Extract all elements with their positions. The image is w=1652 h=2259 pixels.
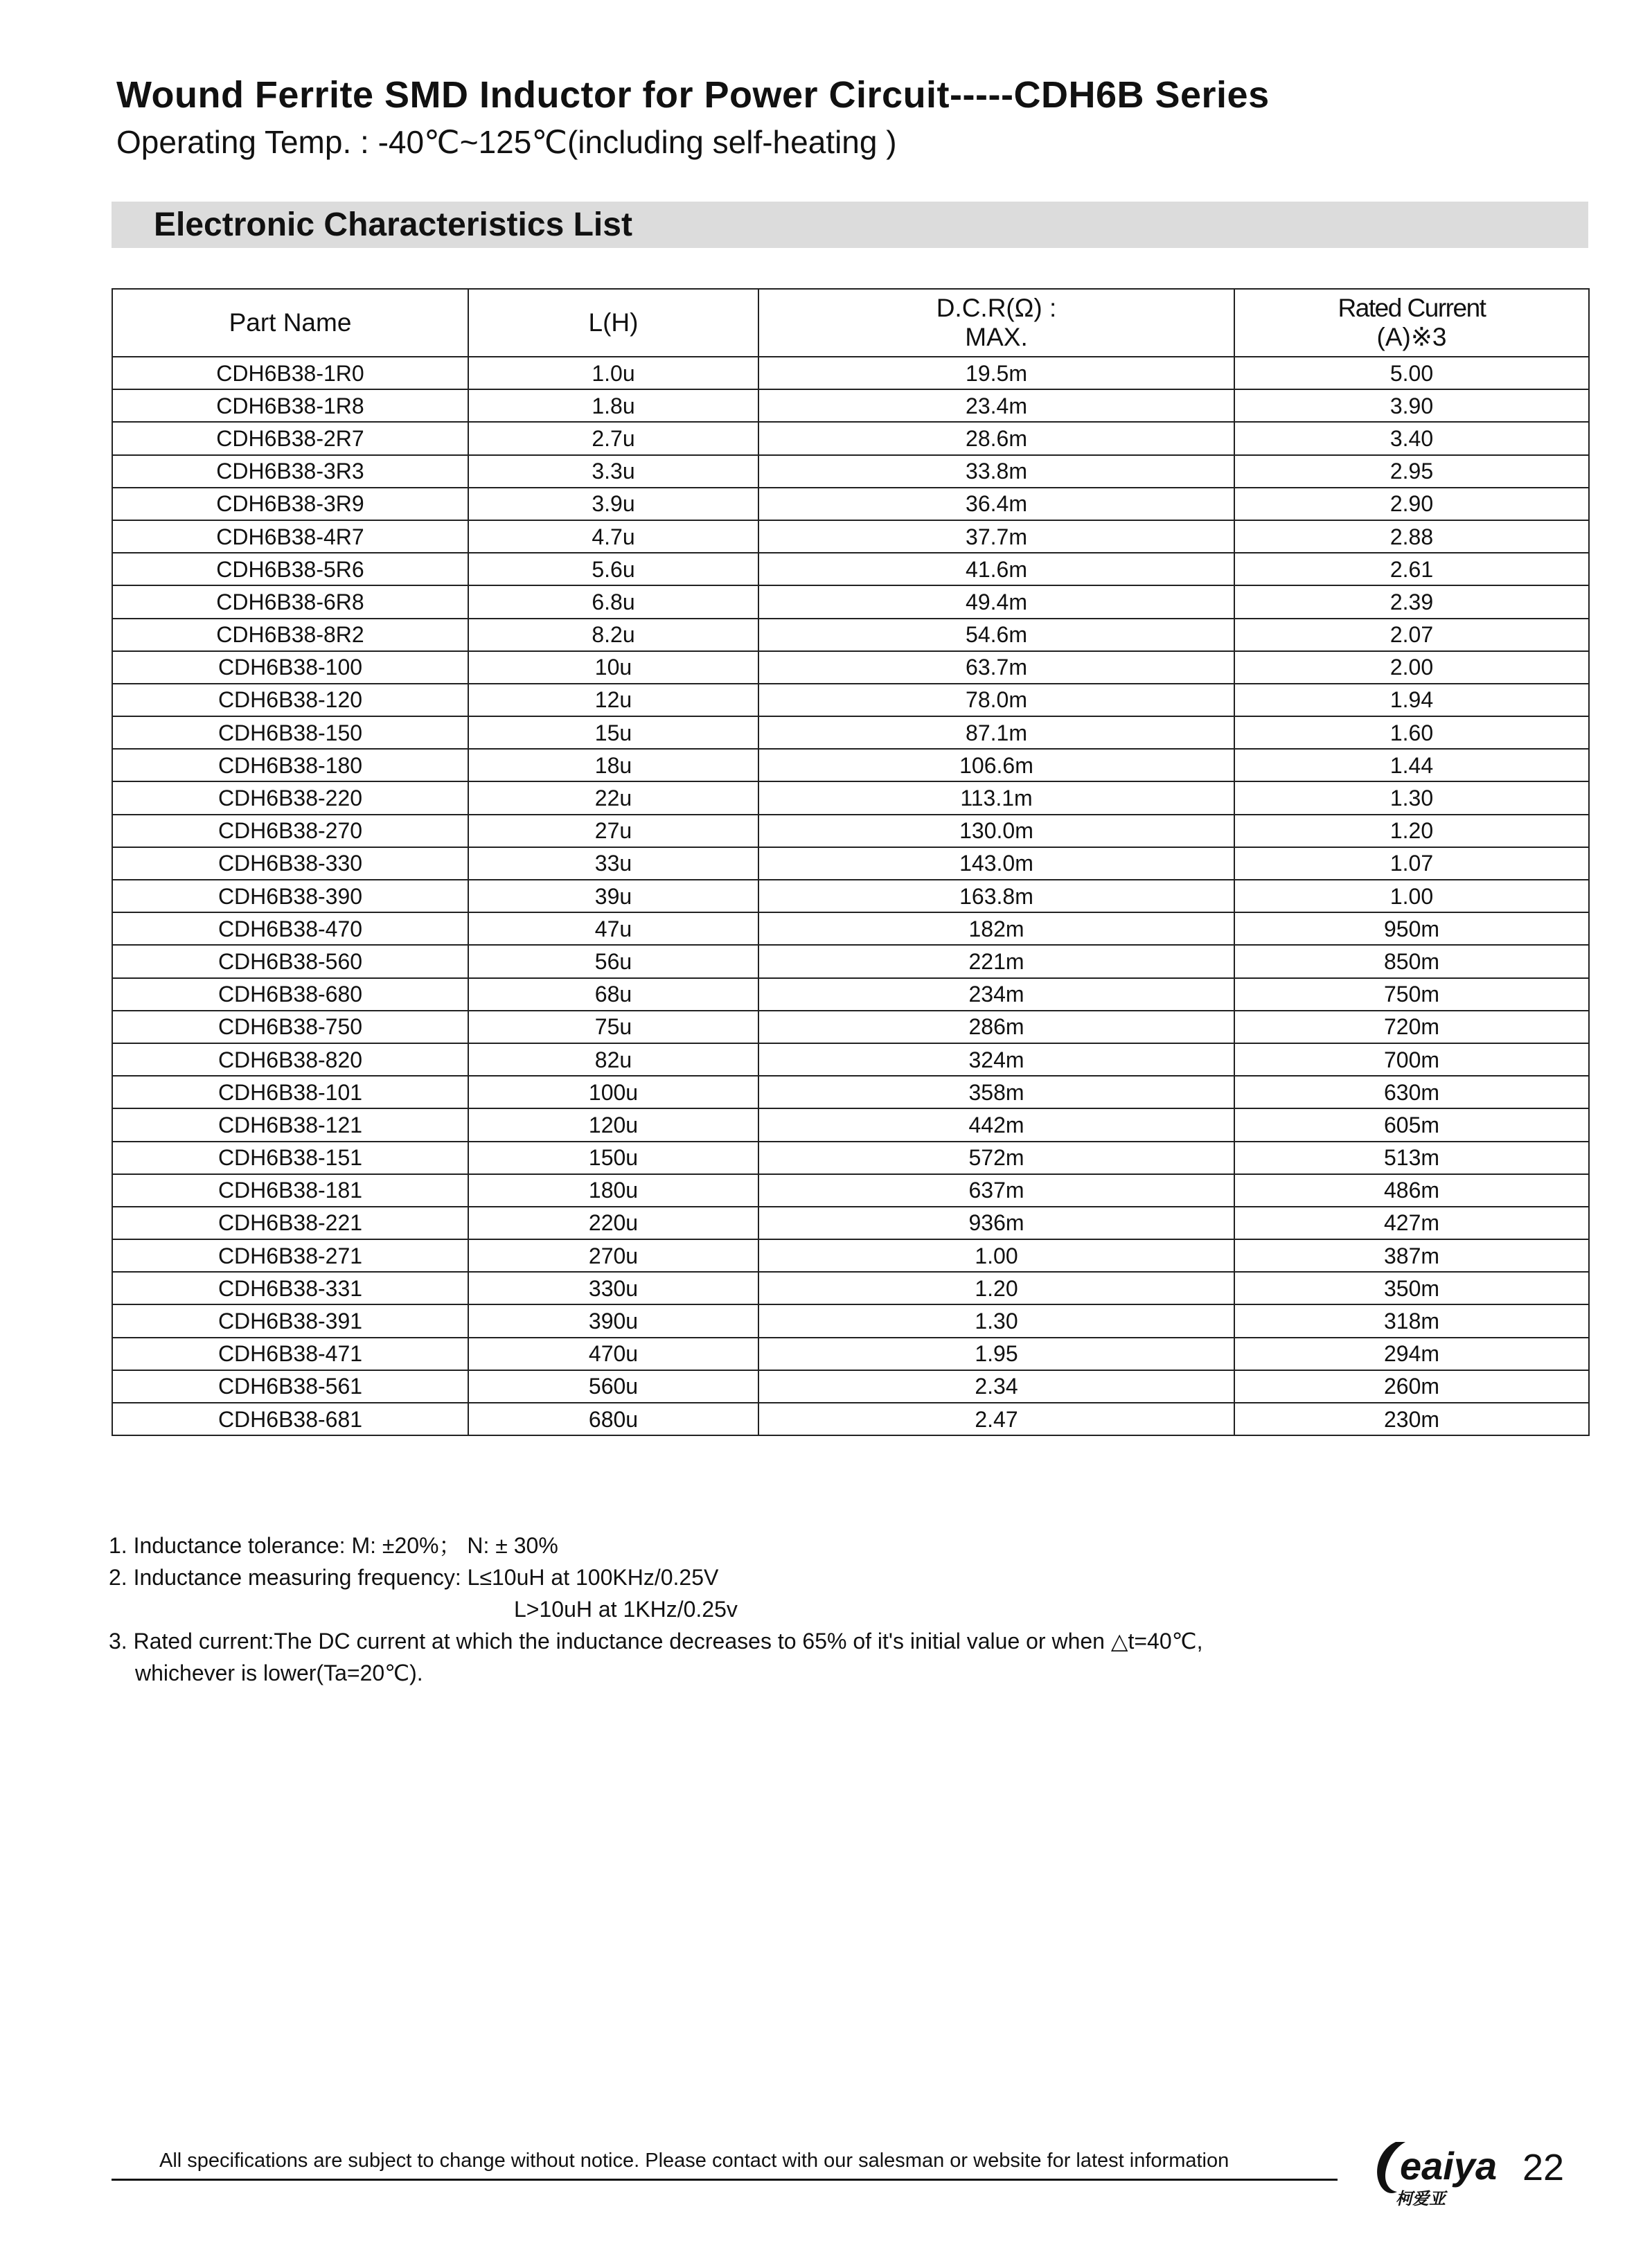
cell-dcr-max: 37.7m (758, 520, 1234, 553)
cell-dcr-max: 113.1m (758, 781, 1234, 814)
table-row (112, 749, 1589, 781)
cell-dcr-max: 324m (758, 1043, 1234, 1076)
table-row (112, 781, 1589, 814)
cell-dcr-max: 143.0m (758, 847, 1234, 880)
cell-rated-current: 427m (1234, 1207, 1589, 1239)
cell-rated-current: 1.07 (1234, 847, 1589, 880)
header-dcr (758, 289, 1234, 357)
notes-section (109, 1530, 1202, 1689)
cell-part-name: CDH6B38-220 (112, 781, 468, 814)
table-row (112, 1108, 1589, 1141)
cell-part-name: CDH6B38-750 (112, 1011, 468, 1043)
cell-rated-current: 3.90 (1234, 389, 1589, 422)
cell-rated-current: 850m (1234, 945, 1589, 977)
cell-dcr-max: 87.1m (758, 716, 1234, 749)
cell-dcr-max: 54.6m (758, 619, 1234, 651)
table-row (112, 912, 1589, 945)
cell-part-name: CDH6B38-820 (112, 1043, 468, 1076)
header-part-name (112, 289, 468, 357)
cell-part-name: CDH6B38-121 (112, 1108, 468, 1141)
logo-wordmark: eaiya (1400, 2144, 1498, 2188)
cell-inductance: 180u (468, 1174, 758, 1207)
cell-part-name: CDH6B38-6R8 (112, 585, 468, 618)
cell-inductance: 120u (468, 1108, 758, 1141)
cell-rated-current: 2.95 (1234, 455, 1589, 488)
cell-dcr-max: 182m (758, 912, 1234, 945)
cell-part-name: CDH6B38-390 (112, 880, 468, 912)
cell-inductance: 18u (468, 749, 758, 781)
section-header-bar (112, 202, 1588, 248)
cell-part-name: CDH6B38-330 (112, 847, 468, 880)
table-row (112, 1142, 1589, 1174)
cell-inductance: 5.6u (468, 553, 758, 585)
header-rated-line1: Rated Current (1338, 294, 1486, 322)
header-rated-current (1234, 289, 1589, 357)
note-frequency-continued: L>10uH at 1KHz/0.25v (514, 1597, 738, 1622)
cell-inductance: 560u (468, 1370, 758, 1403)
table-row (112, 357, 1589, 389)
cell-rated-current: 318m (1234, 1304, 1589, 1337)
cell-rated-current: 2.39 (1234, 585, 1589, 618)
cell-dcr-max: 130.0m (758, 815, 1234, 847)
cell-rated-current: 2.07 (1234, 619, 1589, 651)
characteristics-table (112, 288, 1590, 1436)
cell-part-name: CDH6B38-391 (112, 1304, 468, 1337)
table-row (112, 455, 1589, 488)
cell-dcr-max: 234m (758, 978, 1234, 1011)
cell-dcr-max: 286m (758, 1011, 1234, 1043)
table-row (112, 422, 1589, 454)
table-row (112, 553, 1589, 585)
table-row (112, 1011, 1589, 1043)
cell-part-name: CDH6B38-271 (112, 1239, 468, 1272)
cell-dcr-max: 41.6m (758, 553, 1234, 585)
cell-part-name: CDH6B38-2R7 (112, 422, 468, 454)
cell-inductance: 1.0u (468, 357, 758, 389)
cell-dcr-max: 36.4m (758, 488, 1234, 520)
cell-inductance: 100u (468, 1076, 758, 1108)
cell-dcr-max: 2.34 (758, 1370, 1234, 1403)
cell-inductance: 4.7u (468, 520, 758, 553)
note-frequency: 2. Inductance measuring frequency: L≤10uH at 100KHz/0.25V (109, 1565, 719, 1590)
page-number: 22 (1522, 2147, 1565, 2188)
cell-rated-current: 350m (1234, 1272, 1589, 1304)
operating-temperature: Operating Temp. : -40℃~125℃(including self-heating ) (116, 124, 897, 160)
header-dcr-line1: D.C.R(Ω) : (936, 294, 1057, 322)
cell-dcr-max: 221m (758, 945, 1234, 977)
cell-part-name: CDH6B38-3R3 (112, 455, 468, 488)
cell-part-name: CDH6B38-561 (112, 1370, 468, 1403)
cell-part-name: CDH6B38-471 (112, 1338, 468, 1370)
table-row (112, 1304, 1589, 1337)
table-row (112, 651, 1589, 684)
cell-rated-current: 2.90 (1234, 488, 1589, 520)
cell-rated-current: 950m (1234, 912, 1589, 945)
cell-inductance: 330u (468, 1272, 758, 1304)
cell-dcr-max: 1.95 (758, 1338, 1234, 1370)
table-body (112, 357, 1589, 1435)
cell-part-name: CDH6B38-101 (112, 1076, 468, 1108)
document-title: Wound Ferrite SMD Inductor for Power Circuit-----CDH6B Series (116, 74, 1270, 116)
cell-rated-current: 1.44 (1234, 749, 1589, 781)
cell-dcr-max: 936m (758, 1207, 1234, 1239)
cell-rated-current: 700m (1234, 1043, 1589, 1076)
table-row (112, 1174, 1589, 1207)
cell-inductance: 8.2u (468, 619, 758, 651)
cell-dcr-max: 49.4m (758, 585, 1234, 618)
header-dcr-line2: MAX. (965, 323, 1028, 351)
table-row (112, 1239, 1589, 1272)
cell-part-name: CDH6B38-221 (112, 1207, 468, 1239)
cell-rated-current: 513m (1234, 1142, 1589, 1174)
table-header-row (112, 289, 1589, 357)
cell-rated-current: 1.00 (1234, 880, 1589, 912)
cell-dcr-max: 1.00 (758, 1239, 1234, 1272)
cell-inductance: 270u (468, 1239, 758, 1272)
header-inductance (468, 289, 758, 357)
cell-part-name: CDH6B38-100 (112, 651, 468, 684)
table-row (112, 945, 1589, 977)
cell-inductance: 2.7u (468, 422, 758, 454)
cell-inductance: 39u (468, 880, 758, 912)
cell-inductance: 3.3u (468, 455, 758, 488)
cell-rated-current: 260m (1234, 1370, 1589, 1403)
cell-inductance: 22u (468, 781, 758, 814)
cell-part-name: CDH6B38-151 (112, 1142, 468, 1174)
note-tolerance: 1. Inductance tolerance: M: ±20%； N: ± 30% (109, 1533, 558, 1558)
cell-rated-current: 750m (1234, 978, 1589, 1011)
cell-rated-current: 630m (1234, 1076, 1589, 1108)
logo-chinese-subtext: 柯爱亚 (1396, 2189, 1446, 2208)
cell-dcr-max: 78.0m (758, 684, 1234, 716)
caiya-logo (1368, 2134, 1500, 2210)
table-row (112, 1370, 1589, 1403)
cell-inductance: 470u (468, 1338, 758, 1370)
cell-rated-current: 486m (1234, 1174, 1589, 1207)
cell-dcr-max: 2.47 (758, 1403, 1234, 1435)
note-rated-current-continued: whichever is lower(Ta=20℃). (135, 1660, 423, 1685)
table-row (112, 619, 1589, 651)
cell-dcr-max: 23.4m (758, 389, 1234, 422)
cell-inductance: 15u (468, 716, 758, 749)
cell-dcr-max: 358m (758, 1076, 1234, 1108)
cell-inductance: 680u (468, 1403, 758, 1435)
cell-part-name: CDH6B38-331 (112, 1272, 468, 1304)
table-row (112, 585, 1589, 618)
cell-rated-current: 605m (1234, 1108, 1589, 1141)
cell-inductance: 150u (468, 1142, 758, 1174)
cell-dcr-max: 637m (758, 1174, 1234, 1207)
cell-rated-current: 2.88 (1234, 520, 1589, 553)
cell-part-name: CDH6B38-8R2 (112, 619, 468, 651)
cell-rated-current: 5.00 (1234, 357, 1589, 389)
table-row (112, 1207, 1589, 1239)
table-row (112, 1076, 1589, 1108)
note-rated-current: 3. Rated current:The DC current at which the inductance decreases to 65% of it's initial value or when △t=40℃, (109, 1629, 1203, 1654)
cell-part-name: CDH6B38-470 (112, 912, 468, 945)
cell-inductance: 75u (468, 1011, 758, 1043)
cell-part-name: CDH6B38-150 (112, 716, 468, 749)
footer-divider (112, 2179, 1338, 2181)
header-part-name-label: Part Name (229, 308, 352, 337)
cell-dcr-max: 33.8m (758, 455, 1234, 488)
cell-rated-current: 230m (1234, 1403, 1589, 1435)
cell-dcr-max: 163.8m (758, 880, 1234, 912)
cell-part-name: CDH6B38-1R0 (112, 357, 468, 389)
cell-rated-current: 1.30 (1234, 781, 1589, 814)
cell-inductance: 56u (468, 945, 758, 977)
cell-part-name: CDH6B38-560 (112, 945, 468, 977)
cell-part-name: CDH6B38-680 (112, 978, 468, 1011)
cell-dcr-max: 63.7m (758, 651, 1234, 684)
cell-inductance: 220u (468, 1207, 758, 1239)
cell-part-name: CDH6B38-1R8 (112, 389, 468, 422)
cell-rated-current: 720m (1234, 1011, 1589, 1043)
cell-rated-current: 3.40 (1234, 422, 1589, 454)
cell-rated-current: 1.94 (1234, 684, 1589, 716)
cell-dcr-max: 1.20 (758, 1272, 1234, 1304)
cell-dcr-max: 28.6m (758, 422, 1234, 454)
cell-dcr-max: 106.6m (758, 749, 1234, 781)
table-row (112, 815, 1589, 847)
cell-dcr-max: 572m (758, 1142, 1234, 1174)
cell-rated-current: 2.00 (1234, 651, 1589, 684)
cell-inductance: 33u (468, 847, 758, 880)
cell-rated-current: 387m (1234, 1239, 1589, 1272)
cell-inductance: 27u (468, 815, 758, 847)
section-title: Electronic Characteristics List (154, 206, 632, 243)
table-row (112, 520, 1589, 553)
table-row (112, 684, 1589, 716)
cell-rated-current: 1.20 (1234, 815, 1589, 847)
table-row (112, 488, 1589, 520)
table-row (112, 389, 1589, 422)
cell-dcr-max: 442m (758, 1108, 1234, 1141)
cell-inductance: 82u (468, 1043, 758, 1076)
cell-part-name: CDH6B38-120 (112, 684, 468, 716)
table-row (112, 1272, 1589, 1304)
cell-inductance: 3.9u (468, 488, 758, 520)
table-row (112, 847, 1589, 880)
table-row (112, 716, 1589, 749)
cell-rated-current: 2.61 (1234, 553, 1589, 585)
cell-inductance: 390u (468, 1304, 758, 1337)
header-rated-line2: (A)※3 (1376, 323, 1447, 351)
cell-dcr-max: 1.30 (758, 1304, 1234, 1337)
cell-inductance: 10u (468, 651, 758, 684)
cell-inductance: 1.8u (468, 389, 758, 422)
cell-part-name: CDH6B38-4R7 (112, 520, 468, 553)
table-row (112, 880, 1589, 912)
cell-part-name: CDH6B38-270 (112, 815, 468, 847)
cell-dcr-max: 19.5m (758, 357, 1234, 389)
header-inductance-label: L(H) (588, 308, 639, 337)
cell-rated-current: 294m (1234, 1338, 1589, 1370)
cell-part-name: CDH6B38-681 (112, 1403, 468, 1435)
table-row (112, 1338, 1589, 1370)
cell-part-name: CDH6B38-5R6 (112, 553, 468, 585)
cell-part-name: CDH6B38-180 (112, 749, 468, 781)
cell-inductance: 6.8u (468, 585, 758, 618)
cell-part-name: CDH6B38-181 (112, 1174, 468, 1207)
table-row (112, 1403, 1589, 1435)
cell-inductance: 68u (468, 978, 758, 1011)
table-row (112, 1043, 1589, 1076)
cell-inductance: 12u (468, 684, 758, 716)
cell-part-name: CDH6B38-3R9 (112, 488, 468, 520)
cell-rated-current: 1.60 (1234, 716, 1589, 749)
cell-inductance: 47u (468, 912, 758, 945)
footer-disclaimer: All specifications are subject to change without notice. Please contact with our salesman or website for latest information (159, 2150, 1229, 2172)
table-row (112, 978, 1589, 1011)
